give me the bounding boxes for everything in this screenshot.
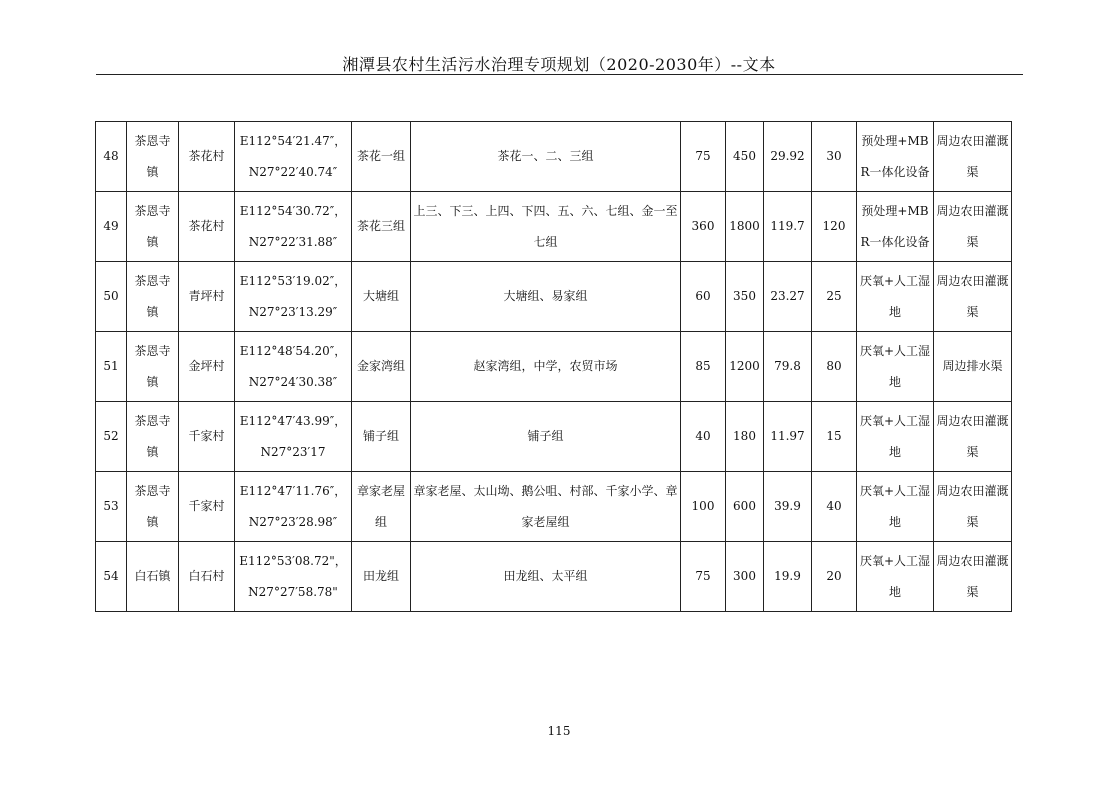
longitude-text: E112°48′54.20″，	[239, 343, 347, 358]
latitude-text: N27°23′13.29″	[248, 304, 338, 319]
cell-row-number: 51	[96, 332, 127, 402]
cell-discharge-destination: 周边农田灌溉渠	[934, 472, 1012, 542]
cell-group: 田龙组	[352, 542, 411, 612]
cell-service-area: 田龙组、太平组	[411, 542, 681, 612]
cell-discharge-destination: 周边农田灌溉渠	[934, 192, 1012, 262]
latitude-text: N27°22′40.74″	[248, 164, 338, 179]
cell-treatment-process: 预处理+MBR一体化设备	[857, 122, 934, 192]
table-row	[96, 402, 1012, 472]
cell-population: 450	[726, 122, 764, 192]
longitude-text: E112°54′21.47″，	[239, 133, 347, 148]
cell-discharge-destination: 周边农田灌溉渠	[934, 402, 1012, 472]
cell-treatment-process: 厌氧+人工湿地	[857, 332, 934, 402]
table-row	[96, 542, 1012, 612]
cell-town: 茶恩寺镇	[127, 262, 179, 332]
cell-population: 180	[726, 402, 764, 472]
table-row	[96, 332, 1012, 402]
cell-sewage-volume: 11.97	[764, 402, 812, 472]
facility-table	[95, 121, 1012, 612]
table-row	[96, 122, 1012, 192]
cell-row-number: 48	[96, 122, 127, 192]
cell-population: 350	[726, 262, 764, 332]
cell-town: 茶恩寺镇	[127, 122, 179, 192]
cell-coordinates	[235, 192, 352, 262]
table-row	[96, 472, 1012, 542]
cell-households: 40	[681, 402, 726, 472]
cell-town: 白石镇	[127, 542, 179, 612]
cell-households: 75	[681, 542, 726, 612]
cell-group: 金家湾组	[352, 332, 411, 402]
cell-village: 茶花村	[179, 122, 235, 192]
cell-design-scale: 40	[812, 472, 857, 542]
cell-village: 白石村	[179, 542, 235, 612]
longitude-text: E112°54′30.72″，	[239, 203, 347, 218]
cell-coordinates	[235, 542, 352, 612]
cell-households: 100	[681, 472, 726, 542]
page-number: 115	[547, 724, 571, 738]
cell-design-scale: 30	[812, 122, 857, 192]
cell-service-area: 章家老屋、太山坳、鹅公咀、村部、千家小学、章家老屋组	[411, 472, 681, 542]
longitude-text: E112°47′11.76″，	[239, 483, 347, 498]
cell-village: 青坪村	[179, 262, 235, 332]
cell-households: 75	[681, 122, 726, 192]
cell-sewage-volume: 39.9	[764, 472, 812, 542]
cell-sewage-volume: 29.92	[764, 122, 812, 192]
cell-village: 千家村	[179, 402, 235, 472]
cell-town: 茶恩寺镇	[127, 472, 179, 542]
cell-group: 铺子组	[352, 402, 411, 472]
cell-row-number: 52	[96, 402, 127, 472]
cell-service-area: 铺子组	[411, 402, 681, 472]
cell-service-area: 赵家湾组，中学，农贸市场	[411, 332, 681, 402]
cell-sewage-volume: 79.8	[764, 332, 812, 402]
longitude-text: E112°47′43.99″，	[239, 413, 347, 428]
cell-treatment-process: 预处理+MBR一体化设备	[857, 192, 934, 262]
table-row	[96, 262, 1012, 332]
cell-design-scale: 15	[812, 402, 857, 472]
cell-village: 茶花村	[179, 192, 235, 262]
cell-discharge-destination: 周边农田灌溉渠	[934, 542, 1012, 612]
cell-service-area: 茶花一、二、三组	[411, 122, 681, 192]
cell-treatment-process: 厌氧+人工湿地	[857, 472, 934, 542]
longitude-text: E112°53′08.72"，	[239, 553, 347, 568]
cell-discharge-destination: 周边农田灌溉渠	[934, 262, 1012, 332]
cell-treatment-process: 厌氧+人工湿地	[857, 402, 934, 472]
cell-sewage-volume: 119.7	[764, 192, 812, 262]
cell-row-number: 50	[96, 262, 127, 332]
cell-households: 60	[681, 262, 726, 332]
cell-population: 1800	[726, 192, 764, 262]
cell-village: 金坪村	[179, 332, 235, 402]
latitude-text: N27°27′58.78"	[248, 584, 338, 599]
cell-design-scale: 20	[812, 542, 857, 612]
document-header-title: 湘潭县农村生活污水治理专项规划（2020-2030年）--文本	[342, 55, 776, 74]
cell-discharge-destination: 周边排水渠	[934, 332, 1012, 402]
cell-coordinates	[235, 332, 352, 402]
latitude-text: N27°24′30.38″	[248, 374, 338, 389]
cell-coordinates	[235, 122, 352, 192]
cell-population: 1200	[726, 332, 764, 402]
cell-group: 大塘组	[352, 262, 411, 332]
cell-design-scale: 80	[812, 332, 857, 402]
cell-discharge-destination: 周边农田灌溉渠	[934, 122, 1012, 192]
cell-design-scale: 25	[812, 262, 857, 332]
cell-town: 茶恩寺镇	[127, 332, 179, 402]
cell-population: 300	[726, 542, 764, 612]
cell-row-number: 53	[96, 472, 127, 542]
cell-coordinates	[235, 262, 352, 332]
cell-service-area: 大塘组、易家组	[411, 262, 681, 332]
cell-sewage-volume: 23.27	[764, 262, 812, 332]
cell-row-number: 54	[96, 542, 127, 612]
cell-treatment-process: 厌氧+人工湿地	[857, 542, 934, 612]
cell-group: 章家老屋组	[352, 472, 411, 542]
latitude-text: N27°23′28.98″	[248, 514, 338, 529]
cell-sewage-volume: 19.9	[764, 542, 812, 612]
cell-group: 茶花三组	[352, 192, 411, 262]
cell-village: 千家村	[179, 472, 235, 542]
cell-coordinates	[235, 472, 352, 542]
latitude-text: N27°23′17	[260, 444, 326, 459]
cell-design-scale: 120	[812, 192, 857, 262]
table-row	[96, 192, 1012, 262]
header-rule	[96, 74, 1023, 75]
cell-group: 茶花一组	[352, 122, 411, 192]
latitude-text: N27°22′31.88″	[248, 234, 338, 249]
cell-treatment-process: 厌氧+人工湿地	[857, 262, 934, 332]
cell-households: 360	[681, 192, 726, 262]
cell-households: 85	[681, 332, 726, 402]
cell-row-number: 49	[96, 192, 127, 262]
cell-population: 600	[726, 472, 764, 542]
cell-coordinates	[235, 402, 352, 472]
cell-town: 茶恩寺镇	[127, 192, 179, 262]
cell-town: 茶恩寺镇	[127, 402, 179, 472]
longitude-text: E112°53′19.02″，	[239, 273, 347, 288]
cell-service-area: 上三、下三、上四、下四、五、六、七组、金一至七组	[411, 192, 681, 262]
